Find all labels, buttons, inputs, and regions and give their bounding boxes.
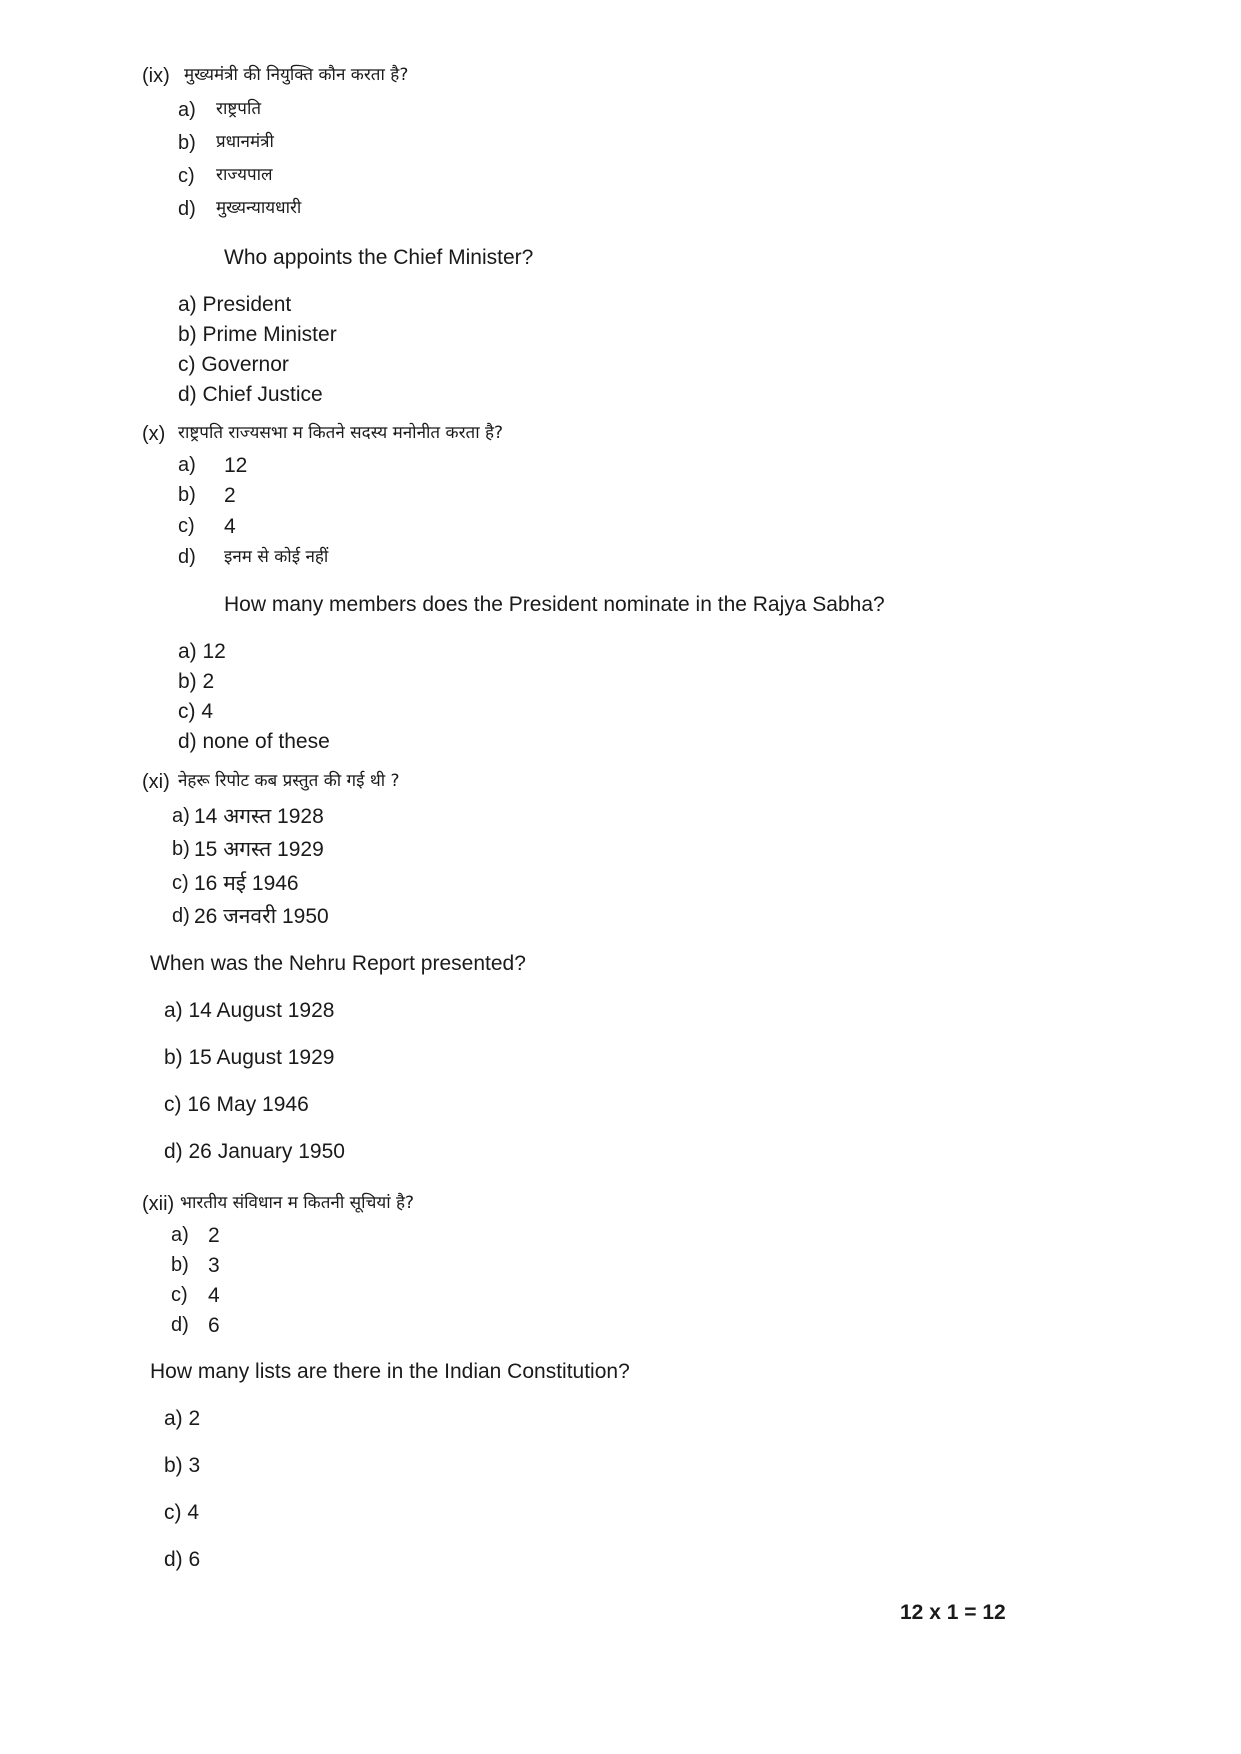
hindi-option: 26 जनवरी 1950 <box>194 905 329 928</box>
english-option: b) 2 <box>178 670 215 693</box>
english-option: a) 2 <box>164 1407 201 1430</box>
english-question: When was the Nehru Report presented? <box>150 952 526 975</box>
total-marks: 12 x 1 = 12 <box>900 1601 1006 1624</box>
option-letter: a) <box>178 454 196 476</box>
hindi-option: 16 मई 1946 <box>194 872 299 895</box>
english-option: c) 4 <box>164 1501 200 1524</box>
question-number: (xii) <box>142 1193 175 1215</box>
question-number: (x) <box>142 423 166 445</box>
option-letter: d) <box>172 905 190 927</box>
english-option: c) Governor <box>178 353 289 376</box>
option-letter: b) <box>171 1254 189 1276</box>
question-number: (ix) <box>142 65 170 87</box>
option-letter: d) <box>178 546 196 568</box>
option-letter: a) <box>178 99 196 121</box>
english-option: a) 14 August 1928 <box>164 999 335 1022</box>
option-letter: a) <box>172 805 190 827</box>
english-option: d) 6 <box>164 1548 201 1571</box>
hindi-option: 14 अगस्त 1928 <box>194 805 324 828</box>
english-option: b) Prime Minister <box>178 323 337 346</box>
english-option: c) 4 <box>178 700 214 723</box>
hindi-option: 3 <box>208 1254 220 1277</box>
hindi-option: 15 अगस्त 1929 <box>194 838 324 861</box>
hindi-question: भारतीय संविधान म कितनी सूचियां है? <box>180 1193 415 1213</box>
english-option: a) President <box>178 293 292 316</box>
hindi-option: 12 <box>224 454 248 477</box>
english-question: How many lists are there in the Indian Constitution? <box>150 1360 630 1383</box>
hindi-option: 4 <box>208 1284 220 1307</box>
english-question: How many members does the President nominate in the Rajya Sabha? <box>224 593 885 616</box>
option-letter: c) <box>178 165 195 187</box>
option-letter: c) <box>178 515 195 537</box>
question-number: (xi) <box>142 771 170 793</box>
english-option: a) 12 <box>178 640 226 663</box>
english-option: d) none of these <box>178 730 330 753</box>
english-option: c) 16 May 1946 <box>164 1093 309 1116</box>
option-letter: b) <box>178 484 196 506</box>
hindi-option: 4 <box>224 515 236 538</box>
hindi-option: मुख्यन्यायधारी <box>216 198 302 218</box>
english-option: d) 26 January 1950 <box>164 1140 345 1163</box>
option-letter: d) <box>171 1314 189 1336</box>
hindi-option: 6 <box>208 1314 220 1337</box>
option-letter: c) <box>171 1284 188 1306</box>
hindi-question: नेहरू रिपोट कब प्रस्तुत की गई थी ? <box>178 771 400 791</box>
hindi-option: राष्ट्रपति <box>216 99 262 119</box>
english-option: b) 3 <box>164 1454 201 1477</box>
hindi-option: 2 <box>208 1224 220 1247</box>
english-option: b) 15 August 1929 <box>164 1046 335 1069</box>
hindi-option: प्रधानमंत्री <box>216 132 274 152</box>
hindi-question: मुख्यमंत्री की नियुक्ति कौन करता है? <box>184 65 409 85</box>
english-option: d) Chief Justice <box>178 383 323 406</box>
hindi-option: राज्यपाल <box>216 165 273 185</box>
option-letter: a) <box>171 1224 189 1246</box>
option-letter: d) <box>178 198 196 220</box>
option-letter: b) <box>172 838 190 860</box>
hindi-question: राष्ट्रपति राज्यसभा म कितने सदस्य मनोनीत करता है? <box>178 423 504 443</box>
english-question: Who appoints the Chief Minister? <box>224 246 534 269</box>
hindi-option: इनम से कोई नहीं <box>224 547 329 567</box>
option-letter: c) <box>172 872 189 894</box>
option-letter: b) <box>178 132 196 154</box>
hindi-option: 2 <box>224 484 236 507</box>
